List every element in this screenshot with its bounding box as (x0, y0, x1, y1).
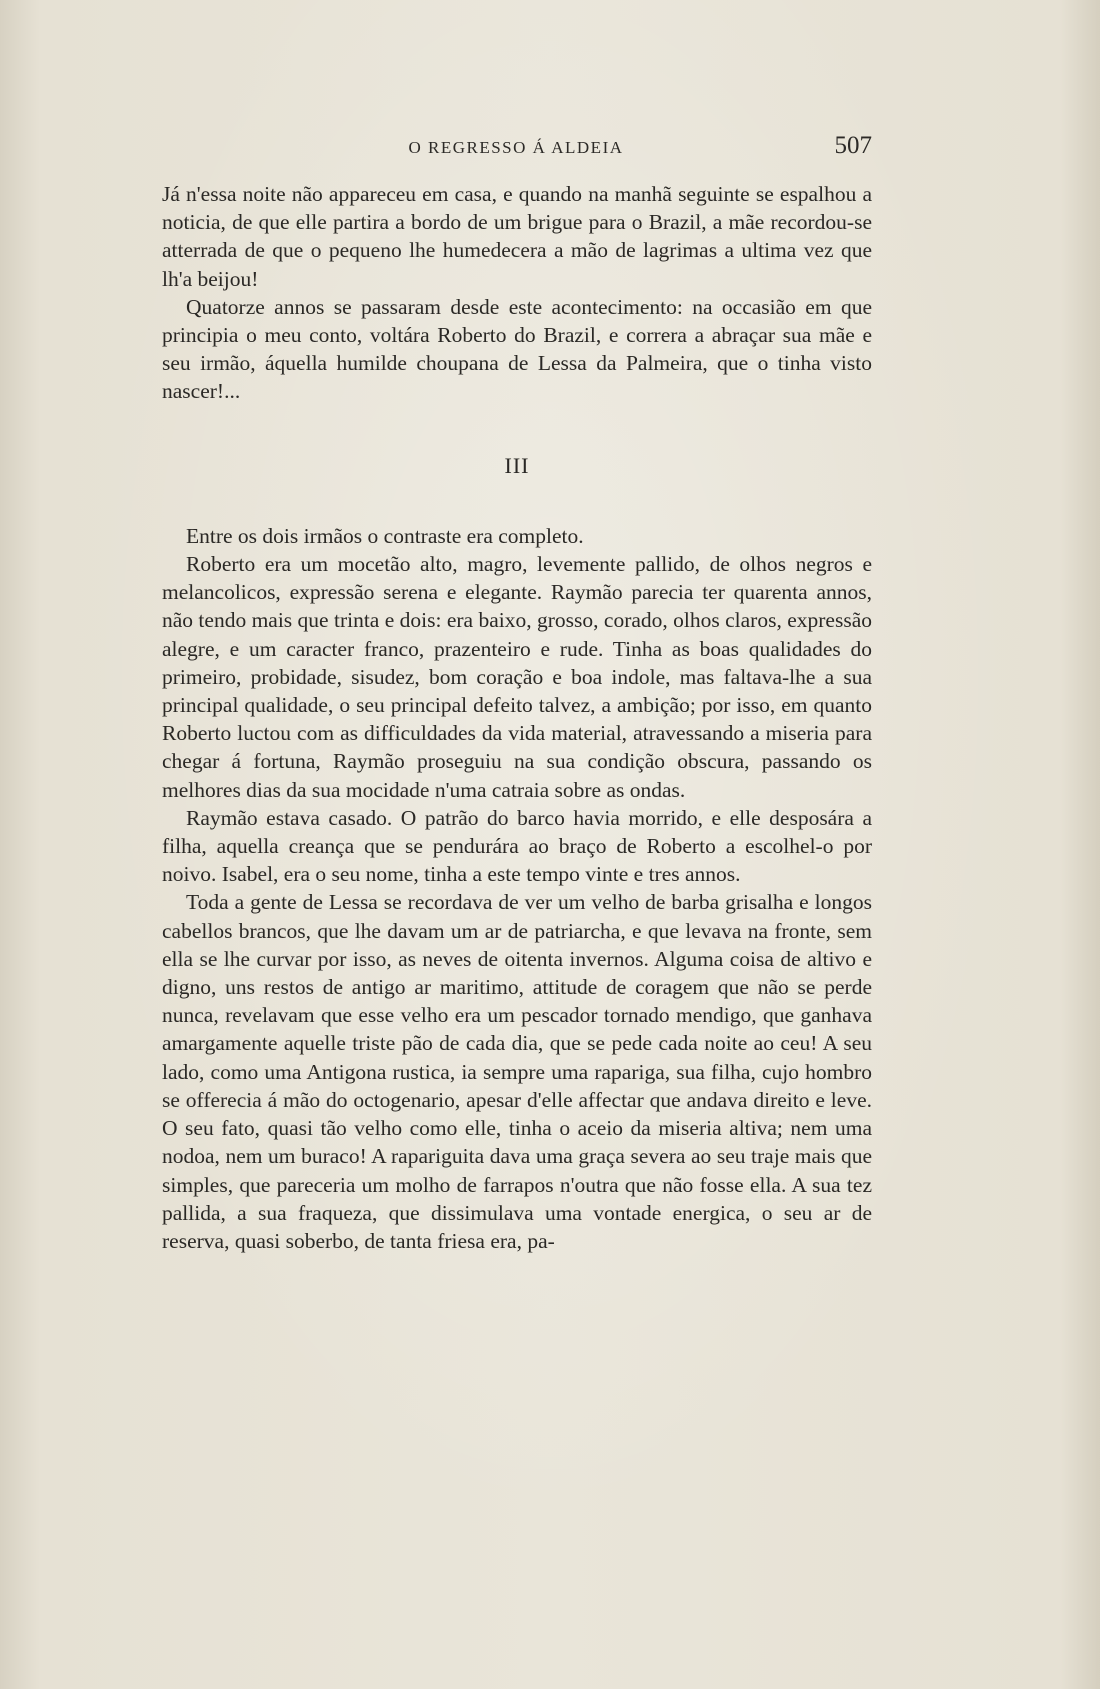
paragraph: Entre os dois irmãos o contraste era completo. (186, 523, 584, 548)
paragraph: Roberto era um mocetão alto, magro, levemente pallido, de olhos negros e melancolicos, expressão serena e elegante. Raymão parecia ter quarenta annos, não tendo mais que trinta e dois: era baixo, grosso, corado, olhos claros, expressão alegre, e um caracter franco, prazenteiro e rude. Tinha as boas qualidades do primeiro, probidade, sisudez, bom coração e boa indole, mas faltava-lhe a sua principal qualidade, o seu principal defeito talvez, a ambição; por isso, em quanto Roberto luctou com as difficuldades da vida material, atravessando a miseria para chegar á fortuna, Raymão proseguiu na sua condição obscura, passando os melhores dias da sua mocidade n'uma catraia sobre as ondas. (162, 552, 872, 802)
body-text (162, 180, 872, 1255)
paragraph: Já n'essa noite não appareceu em casa, e quando na manhã seguinte se espalhou a noticia, de que elle partira a bordo de um brigue para o Brazil, a mãe recordou-se atterrada de que o pequeno lhe humedecera a mão de lagrimas a ultima vez que lh'a beijou! (162, 182, 872, 291)
paragraph: Quatorze annos se passaram desde este acontecimento: na occasião em que principia o meu conto, voltára Roberto do Brazil, e correra a abraçar sua mãe e seu irmão, áquella humilde choupana de Lessa da Palmeira, que o tinha visto nascer!... (162, 294, 872, 404)
paragraph: Toda a gente de Lessa se recordava de ver um velho de barba grisalha e longos cabellos brancos, que lhe davam um ar de patriarcha, e que levava na fronte, sem ella se lhe curvar por isso, as neves de oitenta invernos. Alguma coisa de altivo e digno, uns restos de antigo ar maritimo, attitude de coragem que não se perde nunca, revelavam que esse velho era um pescador tornado mendigo, que ganhava amargamente aquelle triste pão de cada dia, que se pede cada noite ao ceu! A seu lado, como uma Antigona rustica, ia sempre uma rapariga, sua filha, cujo hombro se offerecia á mão do octogenario, apesar d'elle affectar que andava direito e leve. O seu fato, quasi tão velho como elle, tinha o aceio da miseria altiva; nem uma nodoa, nem um buraco! A rapariguita dava uma graça severa ao seu traje mais que simples, que pareceria um molho de farrapos n'outra que não fosse ella. A sua tez pallida, a sua fraqueza, que dissimulava uma vontade energica, o seu ar de reserva, quasi soberbo, de tanta friesa era, pa- (162, 890, 872, 1253)
section-heading: III (504, 452, 530, 478)
page-header (160, 132, 872, 172)
page-number: 507 (834, 132, 872, 159)
paragraph: Raymão estava casado. O patrão do barco havia morrido, e elle desposára a filha, aquella creança que se pendurára ao braço de Roberto a escolhel-o por noivo. Isabel, era o seu nome, tinha a este tempo vinte e tres annos. (162, 805, 872, 887)
running-title: O REGRESSO Á ALDEIA (408, 138, 624, 157)
